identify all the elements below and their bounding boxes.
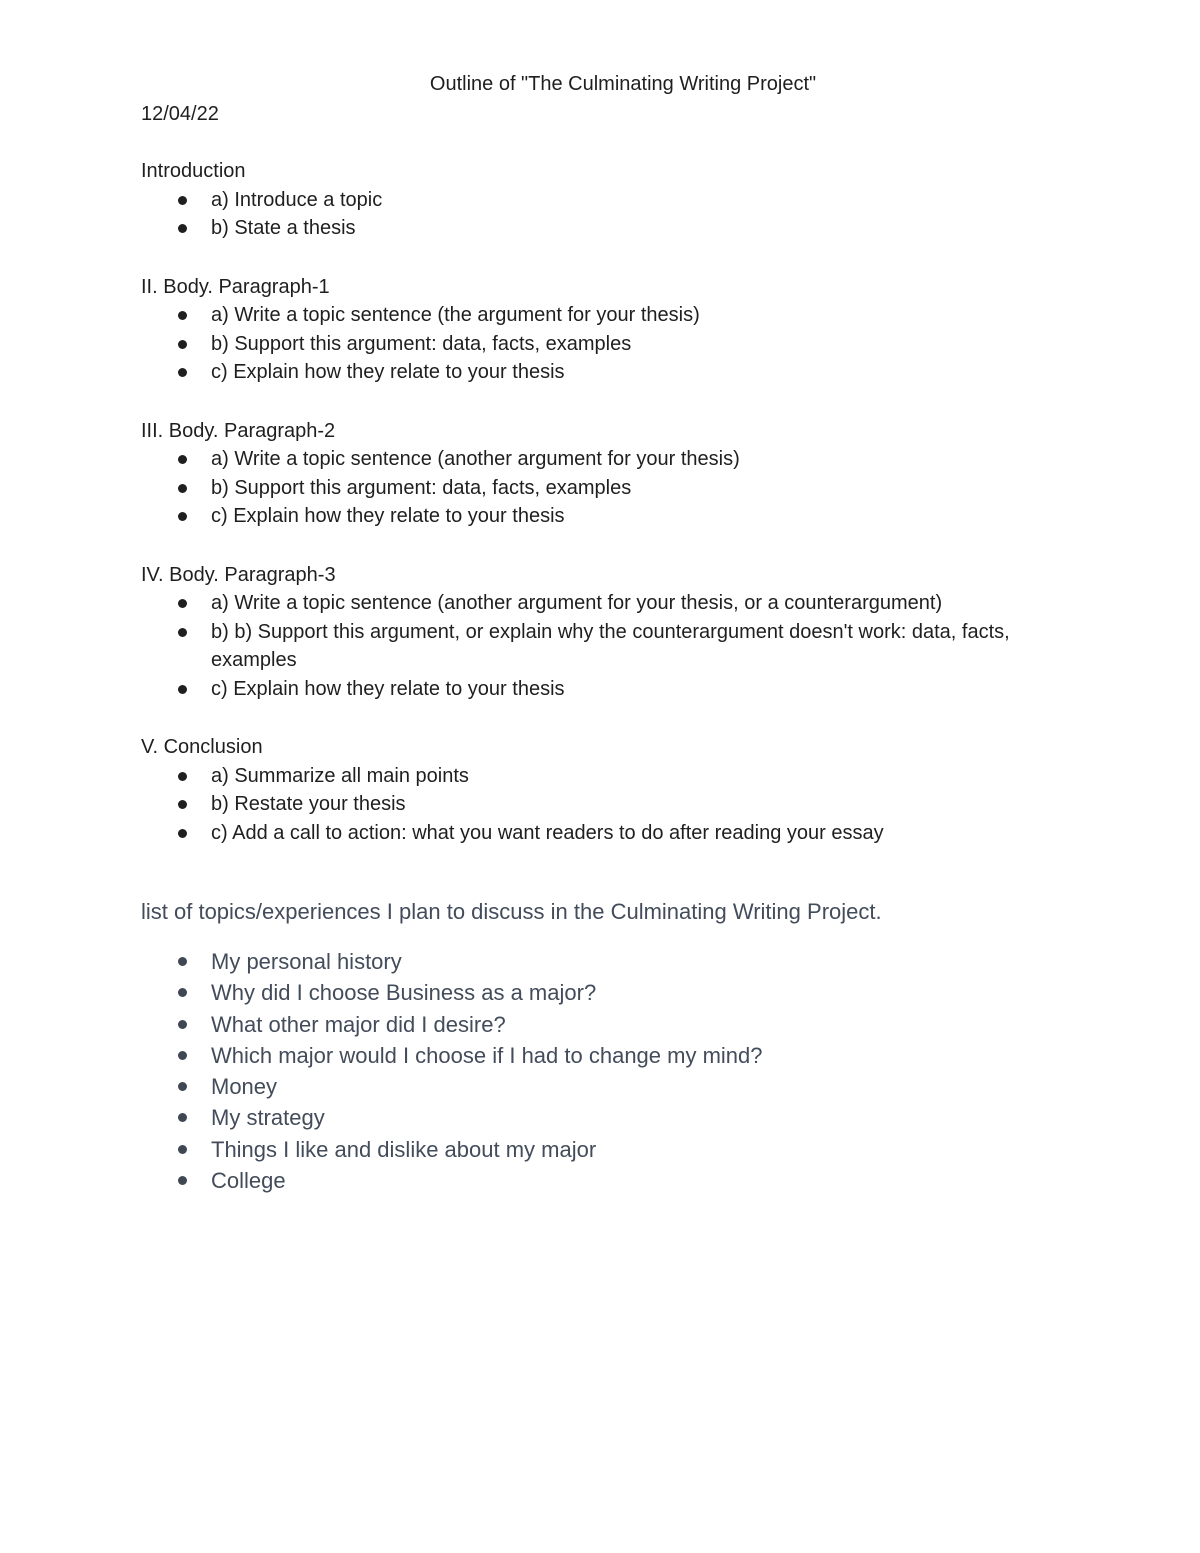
document-date: 12/04/22 <box>141 103 219 125</box>
section-items <box>141 445 1041 531</box>
topic-item-text: Money <box>211 1074 278 1100</box>
outline-section <box>141 561 1041 704</box>
topics-list <box>141 946 1091 1196</box>
list-item <box>141 474 1041 503</box>
topics-section <box>141 897 1091 1196</box>
list-item-text: b) Support this argument: data, facts, examples <box>211 332 632 355</box>
bullet-icon <box>178 484 187 493</box>
list-item <box>141 186 1041 215</box>
list-item-text: c) Explain how they relate to your thesis <box>211 677 565 700</box>
bullet-icon <box>178 1113 187 1122</box>
topic-item-text: My personal history <box>211 949 402 974</box>
list-item <box>141 445 1041 474</box>
list-item-text: a) Summarize all main points <box>211 764 469 787</box>
document-title: Outline of "The Culminating Writing Project" <box>429 73 817 95</box>
outline-section <box>141 417 1041 531</box>
outline-section <box>141 157 1041 243</box>
bullet-icon <box>178 988 187 997</box>
list-item <box>141 675 1041 704</box>
list-item <box>141 502 1041 531</box>
list-item-text: c) Add a call to action: what you want readers to do after reading your essay <box>211 821 884 844</box>
list-item <box>141 330 1041 359</box>
section-heading: IV. Body. Paragraph-3 <box>141 563 336 586</box>
topic-item-text: Why did I choose Business as a major? <box>211 980 597 1006</box>
bullet-icon <box>178 1176 187 1185</box>
list-item <box>141 790 1041 819</box>
bullet-icon <box>178 196 187 205</box>
bullet-icon <box>178 340 187 349</box>
outline <box>141 157 1041 877</box>
list-item <box>141 214 1041 243</box>
bullet-icon <box>178 224 187 233</box>
section-heading: V. Conclusion <box>141 736 263 758</box>
list-item-text: a) Introduce a topic <box>211 188 383 211</box>
section-heading: II. Body. Paragraph-1 <box>141 275 330 298</box>
topic-item <box>141 1165 1091 1196</box>
bullet-icon <box>178 1145 187 1154</box>
bullet-icon <box>178 772 187 781</box>
topic-item <box>141 946 1091 977</box>
bullet-icon <box>178 455 187 464</box>
bullet-icon <box>178 628 187 637</box>
topic-item <box>141 1071 1091 1102</box>
bullet-icon <box>178 311 187 320</box>
list-item <box>141 762 1041 791</box>
list-item-text: a) Write a topic sentence (the argument for your thesis) <box>211 304 700 326</box>
topic-item <box>141 1040 1091 1071</box>
list-item <box>141 819 1041 848</box>
topic-item <box>141 1102 1091 1133</box>
list-item-text: b) State a thesis <box>211 217 356 239</box>
list-item <box>141 618 1041 675</box>
list-item-text: b) b) Support this argument, or explain why the counterargument doesn't work: data, facts, examples <box>211 620 1010 671</box>
topic-item-text: Which major would I choose if I had to change my mind? <box>211 1042 763 1068</box>
list-item <box>141 589 1041 618</box>
list-item-text: b) Restate your thesis <box>211 793 406 815</box>
bullet-icon <box>178 957 187 966</box>
section-heading: Introduction <box>141 160 246 182</box>
outline-section <box>141 273 1041 387</box>
bullet-icon <box>178 368 187 377</box>
list-item-text: a) Write a topic sentence (another argument for your thesis, or a counterargument) <box>211 592 943 614</box>
section-items <box>141 762 1041 848</box>
bullet-icon <box>178 599 187 608</box>
bullet-icon <box>178 512 187 521</box>
topic-item <box>141 1009 1091 1040</box>
bullet-icon <box>178 1082 187 1091</box>
topic-item-text: Things I like and dislike about my major <box>211 1136 597 1162</box>
bullet-icon <box>178 1020 187 1029</box>
topic-item <box>141 1134 1091 1165</box>
list-item-text: c) Explain how they relate to your thesis <box>211 505 565 527</box>
list-item-text: a) Write a topic sentence (another argument for your thesis) <box>211 448 740 470</box>
topic-item <box>141 977 1091 1008</box>
section-items <box>141 301 1041 387</box>
list-item <box>141 301 1041 330</box>
bullet-icon <box>178 1051 187 1060</box>
topic-item-text: What other major did I desire? <box>211 1011 506 1037</box>
bullet-icon <box>178 800 187 809</box>
topic-item-text: My strategy <box>211 1105 325 1131</box>
list-item-text: b) Support this argument: data, facts, examples <box>211 476 632 499</box>
topic-item-text: College <box>211 1168 286 1194</box>
bullet-icon <box>178 685 187 694</box>
outline-section <box>141 733 1041 847</box>
section-items <box>141 186 1041 243</box>
topics-heading: list of topics/experiences I plan to discuss in the Culminating Writing Project. <box>141 899 882 924</box>
list-item-text: c) Explain how they relate to your thesis <box>211 361 565 383</box>
list-item <box>141 358 1041 387</box>
bullet-icon <box>178 829 187 838</box>
section-items <box>141 589 1041 703</box>
section-heading: III. Body. Paragraph-2 <box>141 419 336 442</box>
